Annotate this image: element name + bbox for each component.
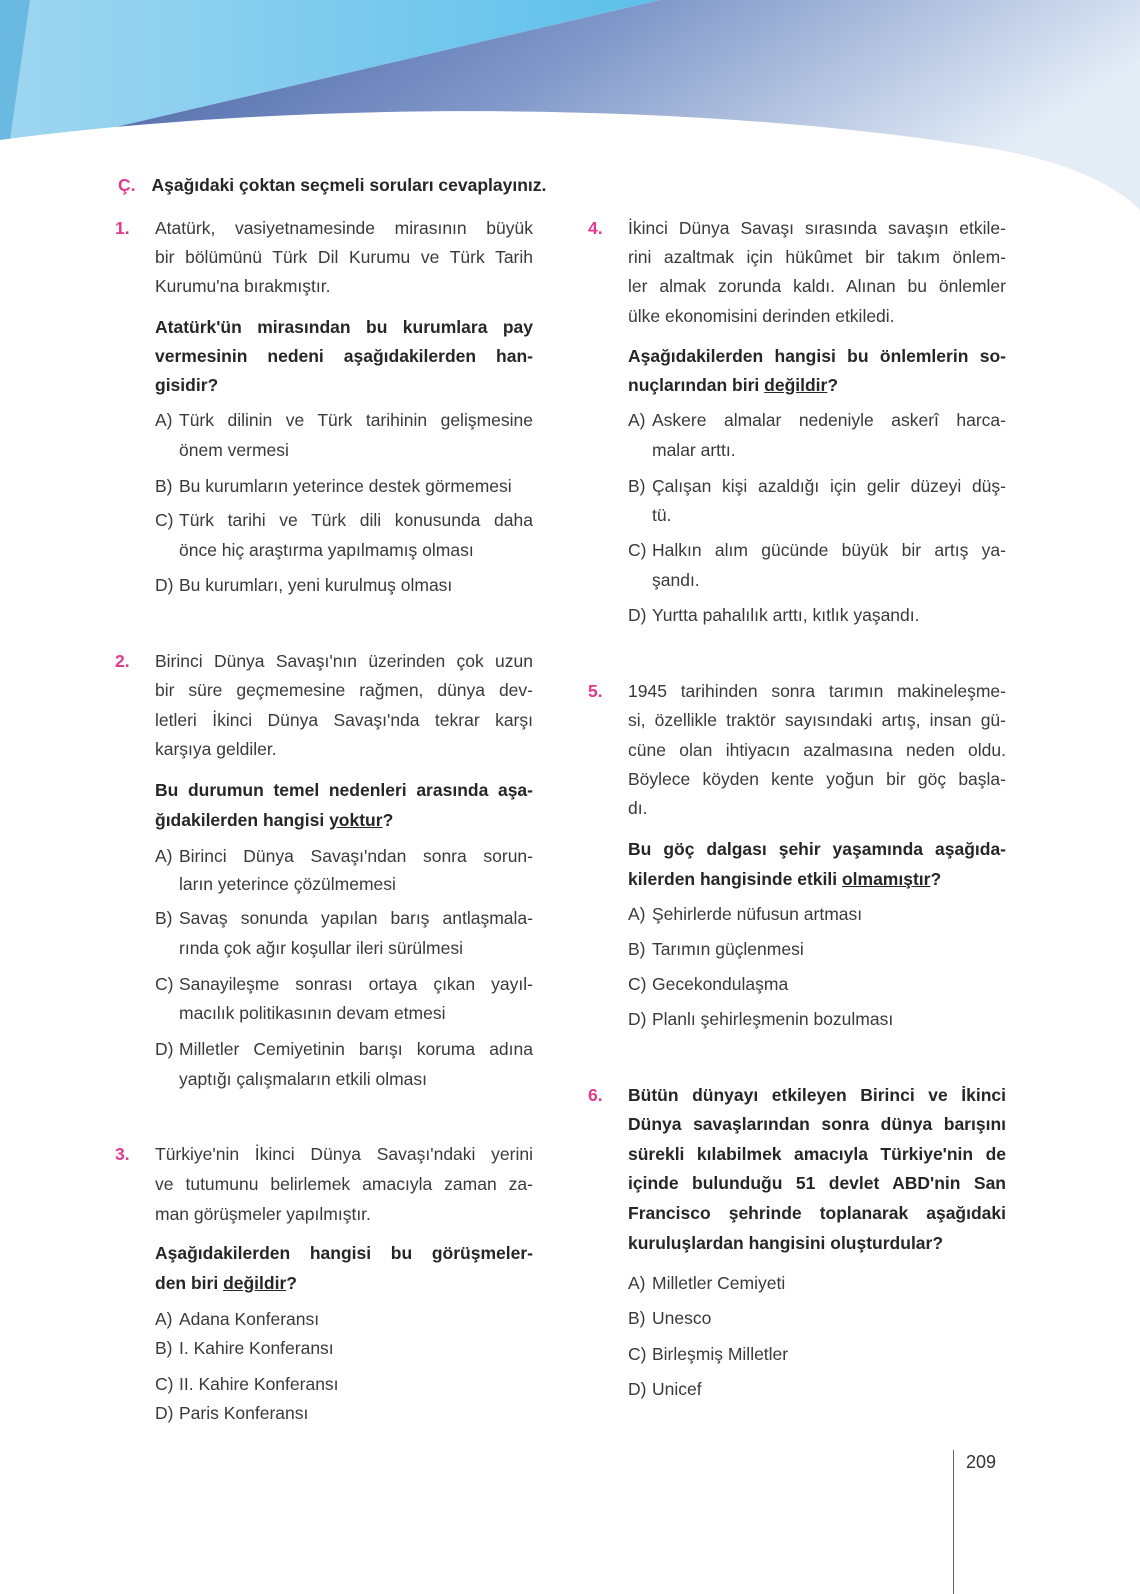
option-label[interactable]: A): [628, 410, 646, 430]
question-stem-line: cüne olan ihtiyacın azalmasına neden oldu.: [628, 740, 1006, 760]
option-label[interactable]: C): [628, 540, 647, 560]
question-number: 2.: [115, 651, 130, 671]
option-text[interactable]: I. Kahire Konferansı: [179, 1338, 334, 1358]
option-label[interactable]: C): [628, 974, 647, 994]
question-stem-line: ve tutumunu belirlemek amacıyla zaman za-: [155, 1174, 533, 1194]
option-label[interactable]: B): [628, 939, 646, 959]
option-text[interactable]: Adana Konferansı: [179, 1309, 320, 1329]
question-prompt-line: [628, 867, 941, 891]
prompt-text: Bu durumun temel nedenleri arasında aşa-: [155, 780, 533, 800]
option-text[interactable]: Paris Konferansı: [179, 1403, 309, 1423]
option-text[interactable]: rında çok ağır koşullar ileri sürülmesi: [179, 938, 463, 958]
question-prompt-line: [628, 1112, 1006, 1136]
question-stem-line: Kurumu'na bırakmıştır.: [155, 276, 331, 296]
option-text[interactable]: Bu kurumları, yeni kurulmuş olması: [179, 575, 453, 595]
prompt-text: den biri: [155, 1273, 224, 1293]
emphasis-word: yoktur: [329, 810, 383, 830]
prompt-text: sürekli kılabilmek amacıyla Türkiye'nin de: [628, 1144, 1006, 1164]
option-text[interactable]: Unesco: [652, 1308, 712, 1328]
option-text[interactable]: Askere almalar nedeniyle askerî harca-: [652, 410, 1006, 430]
option-label[interactable]: D): [628, 1379, 647, 1399]
option-label[interactable]: D): [155, 1039, 174, 1059]
option-label[interactable]: B): [628, 1308, 646, 1328]
question-stem-line: si, özellikle traktör sayısındaki artış, insan gü-: [628, 710, 1006, 730]
option-text[interactable]: tü.: [652, 505, 672, 525]
option-text[interactable]: Türk dilinin ve Türk tarihinin gelişmesine: [179, 410, 533, 430]
option-label[interactable]: D): [155, 1403, 174, 1423]
question-prompt-line: [628, 1142, 1006, 1166]
section-title: Aşağıdaki çoktan seçmeli soruları cevaplayınız.: [151, 175, 547, 195]
prompt-text: Bütün dünyayı etkileyen Birinci ve İkinci: [628, 1085, 1006, 1105]
option-label[interactable]: C): [155, 510, 174, 530]
question-stem-line: letleri İkinci Dünya Savaşı'nda tekrar karşı: [155, 710, 533, 730]
question-prompt-line: [628, 344, 1006, 368]
option-text[interactable]: ların yeterince çözülmemesi: [179, 874, 396, 894]
option-text[interactable]: macılık politikasının devam etmesi: [179, 1003, 446, 1023]
emphasis-word: değildir: [764, 375, 828, 395]
question-stem-line: dı.: [628, 798, 648, 818]
question-number: 3.: [115, 1144, 130, 1164]
option-text[interactable]: Tarımın güçlenmesi: [652, 939, 804, 959]
prompt-text: ?: [930, 869, 942, 889]
question-stem-line: ler almak zorunda kaldı. Alınan bu önlemler: [628, 276, 1006, 296]
question-prompt-line: [628, 1201, 1006, 1225]
emphasis-word: değildir: [223, 1273, 287, 1293]
option-text[interactable]: Türk tarihi ve Türk dili konusunda daha: [179, 510, 533, 530]
option-text[interactable]: malar arttı.: [652, 440, 736, 460]
prompt-text: Aşağıdakilerden hangisi bu görüşmeler-: [155, 1243, 533, 1263]
question-stem-line: İkinci Dünya Savaşı sırasında savaşın etkile-: [628, 218, 1006, 238]
question-stem-line: ülke ekonomisini derinden etkiledi.: [628, 306, 895, 326]
question-prompt-line: [628, 1083, 1006, 1107]
question-prompt-line: [628, 1231, 943, 1255]
question-prompt-line: [155, 778, 533, 802]
option-text[interactable]: Birleşmiş Milletler: [652, 1344, 789, 1364]
option-text[interactable]: şandı.: [652, 570, 700, 590]
option-label[interactable]: D): [628, 1009, 647, 1029]
option-text[interactable]: Savaş sonunda yapılan barış antlaşmala-: [179, 908, 533, 928]
question-stem-line: Böylece köyden kente yoğun bir göç başla-: [628, 769, 1006, 789]
option-label[interactable]: C): [155, 1374, 174, 1394]
prompt-text: Atatürk'ün mirasından bu kurumlara pay: [155, 317, 533, 337]
question-stem-line: Türkiye'nin İkinci Dünya Savaşı'ndaki yerini: [155, 1144, 533, 1164]
question-stem-line: karşıya geldiler.: [155, 739, 277, 759]
option-label[interactable]: B): [628, 476, 646, 496]
option-label[interactable]: C): [628, 1344, 647, 1364]
option-label[interactable]: D): [155, 575, 174, 595]
prompt-text: Aşağıdakilerden hangisi bu önlemlerin so-: [628, 346, 1006, 366]
prompt-text: gisidir?: [155, 375, 219, 395]
option-text[interactable]: Milletler Cemiyetinin barışı koruma adına: [179, 1039, 533, 1059]
question-stem-line: Birinci Dünya Savaşı'nın üzerinden çok uzun: [155, 651, 533, 671]
option-text[interactable]: Halkın alım gücünde büyük bir artış ya-: [652, 540, 1006, 560]
prompt-text: nuçlarından biri: [628, 375, 765, 395]
prompt-text: kuruluşlardan hangisini oluşturdular?: [628, 1233, 944, 1253]
question-prompt-line: [628, 1171, 1006, 1195]
option-text[interactable]: Şehirlerde nüfusun artması: [652, 904, 863, 924]
question-stem-line: Atatürk, vasiyetnamesinde mirasının büyük: [155, 218, 533, 238]
option-text[interactable]: II. Kahire Konferansı: [179, 1374, 339, 1394]
question-number: 4.: [588, 218, 603, 238]
question-prompt-line: [155, 315, 533, 339]
option-text[interactable]: yaptığı çalışmaların etkili olması: [179, 1069, 428, 1089]
option-text[interactable]: önce hiç araştırma yapılmamış olması: [179, 540, 474, 560]
emphasis-word: olmamıştır: [841, 869, 931, 889]
question-prompt-line: [155, 1271, 297, 1295]
question-prompt-line: [155, 808, 393, 832]
option-label[interactable]: A): [628, 1273, 646, 1293]
option-label[interactable]: A): [155, 410, 173, 430]
option-text[interactable]: Unicef: [652, 1379, 702, 1399]
page-divider: [953, 1450, 954, 1594]
prompt-text: ?: [286, 1273, 297, 1293]
option-text[interactable]: Çalışan kişi azaldığı için gelir düzeyi düş-: [652, 476, 1006, 496]
question-stem-line: bir bölümünü Türk Dil Kurumu ve Türk Tarih: [155, 247, 533, 267]
question-prompt-line: [155, 344, 533, 368]
option-label[interactable]: B): [155, 476, 173, 496]
option-text[interactable]: önem vermesi: [179, 440, 289, 460]
option-label[interactable]: D): [628, 605, 647, 625]
question-number: 5.: [588, 681, 603, 701]
question-stem-line: rini azaltmak için hükûmet bir takım önlem-: [628, 247, 1006, 267]
option-text[interactable]: Milletler Cemiyeti: [652, 1273, 786, 1293]
option-text[interactable]: Gecekondulaşma: [652, 974, 789, 994]
question-prompt-line: [628, 837, 1006, 861]
prompt-text: ?: [827, 375, 839, 395]
option-label[interactable]: A): [155, 846, 173, 866]
prompt-text: ?: [382, 810, 394, 830]
question-prompt-line: [628, 373, 838, 397]
section-letter: Ç.: [118, 175, 136, 195]
option-label[interactable]: C): [155, 974, 174, 994]
question-stem-line: 1945 tarihinden sonra tarımın makineleşme-: [628, 681, 1006, 701]
prompt-text: ğıdakilerden hangisi: [155, 810, 330, 830]
prompt-text: Dünya savaşlarından sonra dünya barışını: [628, 1114, 1006, 1134]
prompt-text: vermesinin nedeni aşağıdakilerden han-: [155, 346, 533, 366]
question-prompt-line: [155, 1241, 533, 1265]
option-label[interactable]: A): [628, 904, 646, 924]
question-prompt-line: [155, 373, 218, 397]
prompt-text: kilerden hangisinde etkili: [628, 869, 842, 889]
question-stem-line: bir süre geçmemesine rağmen, dünya dev-: [155, 680, 533, 700]
option-text[interactable]: Bu kurumların yeterince destek görmemesi: [179, 476, 512, 496]
option-text[interactable]: Yurtta pahalılık arttı, kıtlık yaşandı.: [652, 605, 920, 625]
section-heading: [118, 175, 546, 196]
question-number: 6.: [588, 1085, 603, 1105]
question-number: 1.: [115, 218, 130, 238]
option-text[interactable]: Birinci Dünya Savaşı'ndan sonra sorun-: [179, 846, 533, 866]
prompt-text: içinde bulunduğu 51 devlet ABD'nin San: [628, 1173, 1006, 1193]
prompt-text: Bu göç dalgası şehir yaşamında aşağıda-: [628, 839, 1006, 859]
option-label[interactable]: A): [155, 1309, 173, 1329]
page-number: 209: [966, 1452, 997, 1472]
option-label[interactable]: B): [155, 908, 173, 928]
option-text[interactable]: Sanayileşme sonrası ortaya çıkan yayıl-: [179, 974, 533, 994]
option-text[interactable]: Planlı şehirleşmenin bozulması: [652, 1009, 894, 1029]
question-stem-line: man görüşmeler yapılmıştır.: [155, 1204, 371, 1224]
prompt-text: Francisco şehrinde toplanarak aşağıdaki: [628, 1203, 1006, 1223]
option-label[interactable]: B): [155, 1338, 173, 1358]
